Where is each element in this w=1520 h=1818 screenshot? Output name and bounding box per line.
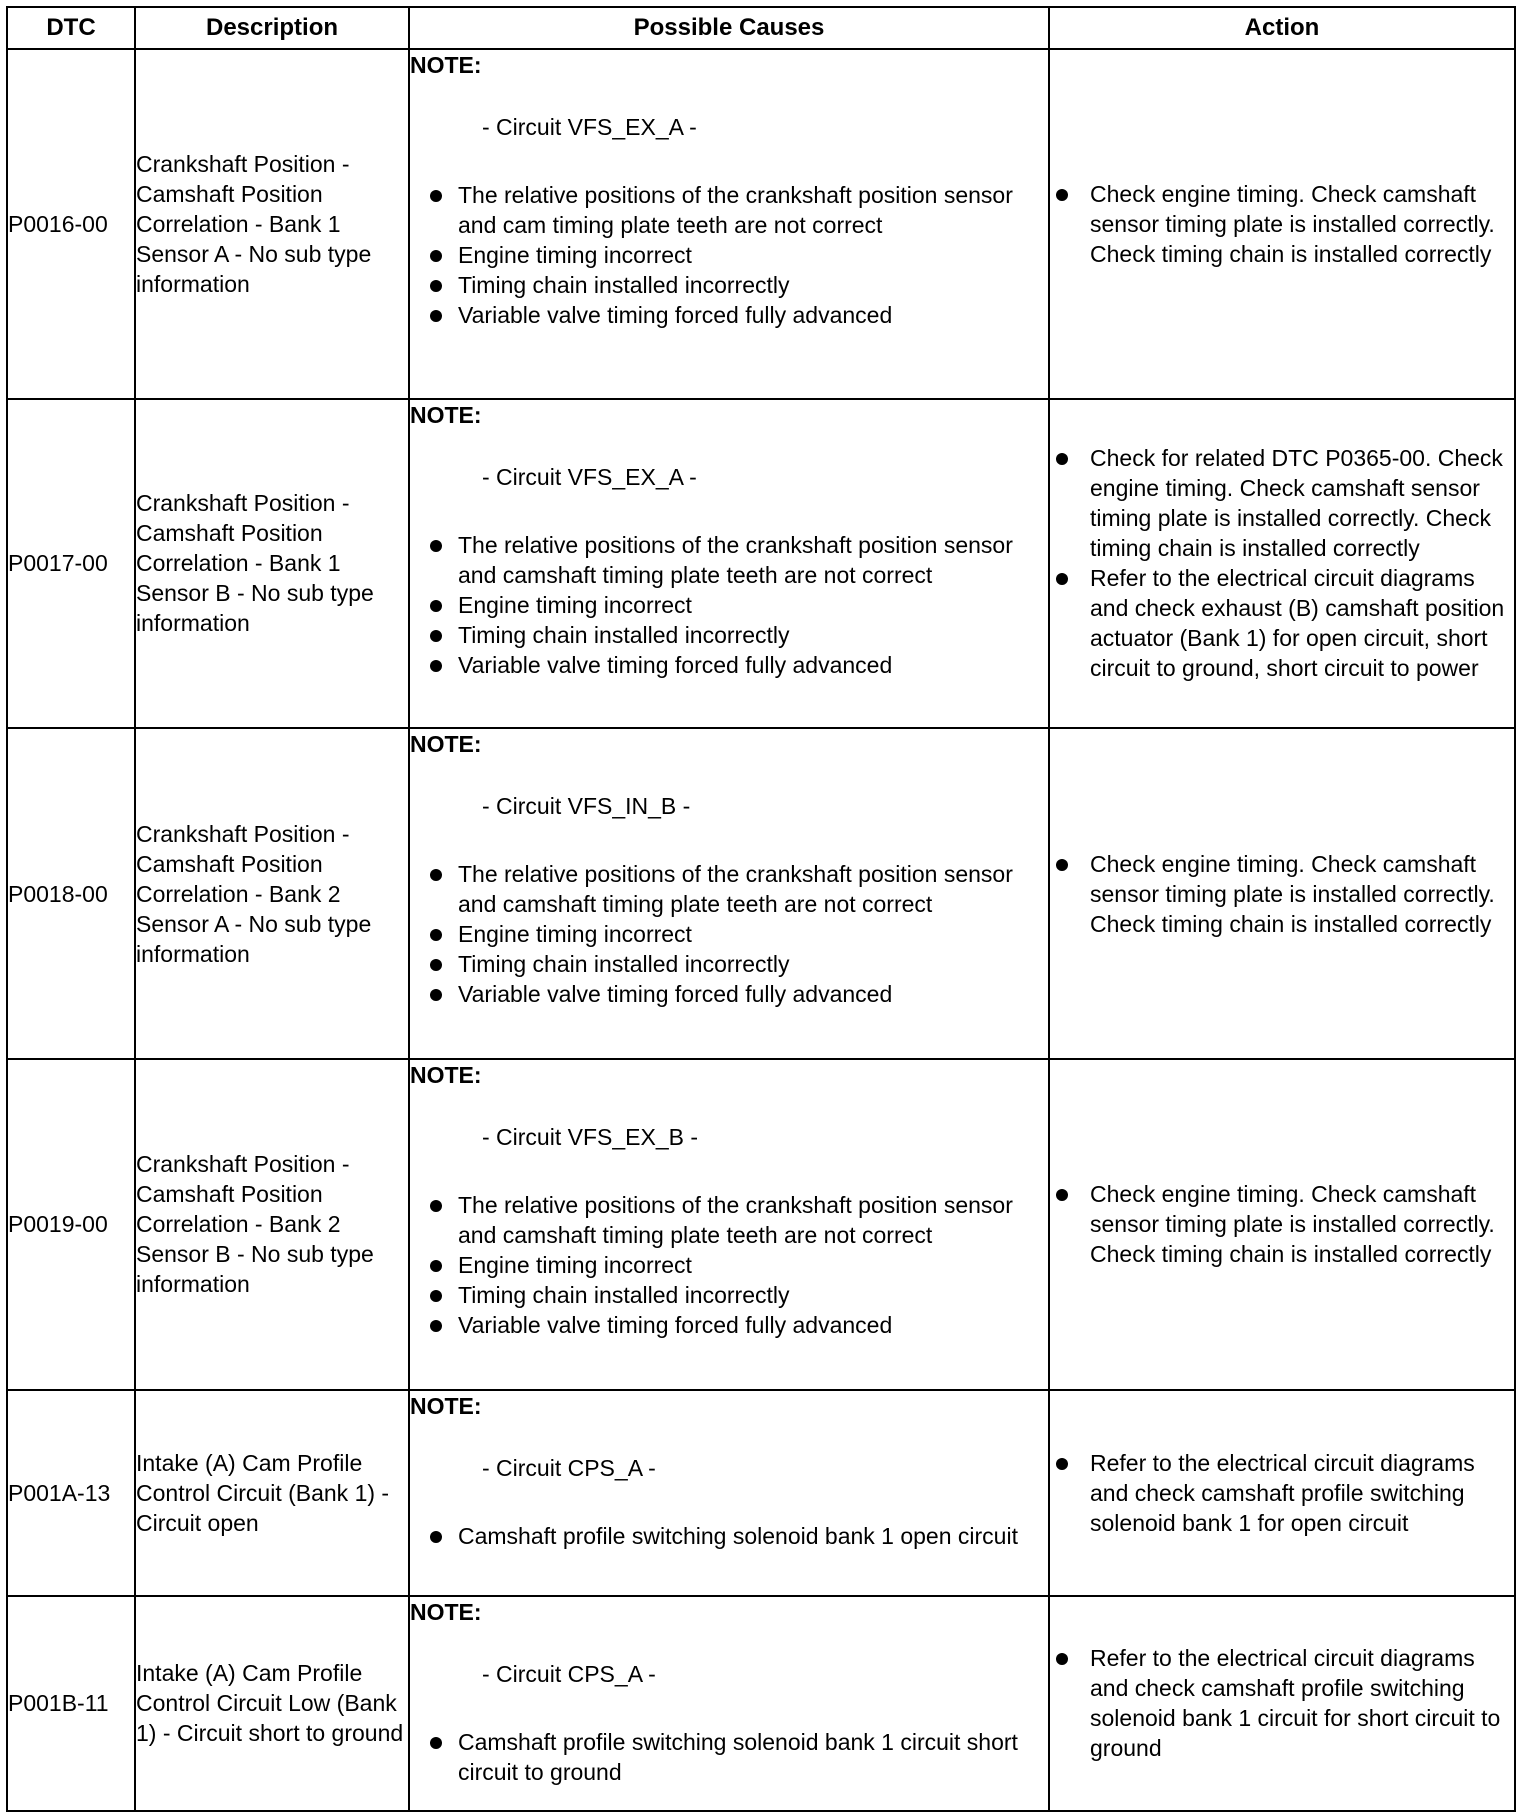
cause-item: Camshaft profile switching solenoid bank 1 open circuit	[410, 1521, 1048, 1551]
cause-item: Camshaft profile switching solenoid bank 1 circuit short circuit to ground	[410, 1727, 1048, 1787]
dtc-description: Crankshaft Position - Camshaft Position Correlation - Bank 1 Sensor B - No sub type information	[135, 399, 409, 729]
action-cell	[1049, 49, 1515, 399]
actions-list	[1050, 849, 1514, 939]
dtc-code: P0016-00	[7, 49, 135, 399]
table-row	[7, 728, 1515, 1059]
cause-item: Timing chain installed incorrectly	[410, 1280, 1048, 1310]
causes-list	[410, 180, 1048, 330]
table-row	[7, 399, 1515, 729]
note-label: NOTE:	[410, 1598, 482, 1625]
cause-item: Engine timing incorrect	[410, 240, 1048, 270]
causes-list	[410, 1727, 1048, 1787]
header-possible-causes: Possible Causes	[409, 7, 1049, 49]
cause-item: Timing chain installed incorrectly	[410, 620, 1048, 650]
table-row	[7, 1390, 1515, 1596]
dtc-description: Crankshaft Position - Camshaft Position Correlation - Bank 1 Sensor A - No sub type information	[135, 49, 409, 399]
note-label: NOTE:	[410, 731, 482, 758]
header-action: Action	[1049, 7, 1515, 49]
cause-item: Variable valve timing forced fully advanced	[410, 300, 1048, 330]
header-description: Description	[135, 7, 409, 49]
dtc-code: P0017-00	[7, 399, 135, 729]
possible-causes-cell	[409, 399, 1049, 729]
cause-item: Engine timing incorrect	[410, 1250, 1048, 1280]
header-row	[7, 7, 1515, 49]
actions-list	[1050, 1643, 1514, 1763]
cause-item: Timing chain installed incorrectly	[410, 270, 1048, 300]
cause-item: Variable valve timing forced fully advanced	[410, 650, 1048, 680]
causes-list	[410, 1521, 1048, 1551]
dtc-description: Intake (A) Cam Profile Control Circuit (Bank 1) - Circuit open	[135, 1390, 409, 1596]
action-item: Refer to the electrical circuit diagrams and check exhaust (B) camshaft position actuator (Bank 1) for open circuit, short circuit to ground, short circuit to power	[1050, 563, 1514, 683]
note-label: NOTE:	[410, 52, 482, 78]
dtc-code: P0019-00	[7, 1059, 135, 1390]
action-item: Check engine timing. Check camshaft sensor timing plate is installed correctly. Check timing chain is installed correctly	[1050, 1179, 1514, 1269]
actions-list	[1050, 1179, 1514, 1269]
circuit-label: - Circuit VFS_IN_B -	[482, 793, 691, 820]
dtc-description: Intake (A) Cam Profile Control Circuit Low (Bank 1) - Circuit short to ground	[135, 1596, 409, 1811]
cause-item: The relative positions of the crankshaft position sensor and cam timing plate teeth are not correct	[410, 180, 1048, 240]
possible-causes-cell	[409, 49, 1049, 399]
cause-item: Engine timing incorrect	[410, 590, 1048, 620]
circuit-label: - Circuit VFS_EX_B -	[482, 1123, 698, 1150]
action-item: Refer to the electrical circuit diagrams and check camshaft profile switching solenoid bank 1 for open circuit	[1050, 1448, 1514, 1538]
dtc-code: P001A-13	[7, 1390, 135, 1596]
note-label: NOTE:	[410, 401, 482, 428]
note-label: NOTE:	[410, 1061, 482, 1088]
cause-item: The relative positions of the crankshaft position sensor and camshaft timing plate teeth are not correct	[410, 859, 1048, 919]
table-body	[7, 49, 1515, 1811]
causes-list	[410, 1190, 1048, 1340]
causes-list	[410, 530, 1048, 680]
actions-list	[1050, 443, 1514, 683]
action-cell	[1049, 728, 1515, 1059]
cause-item: The relative positions of the crankshaft position sensor and camshaft timing plate teeth are not correct	[410, 1190, 1048, 1250]
circuit-label: - Circuit CPS_A -	[482, 1660, 656, 1687]
table-row	[7, 1596, 1515, 1811]
causes-list	[410, 859, 1048, 1009]
dtc-description: Crankshaft Position - Camshaft Position Correlation - Bank 2 Sensor B - No sub type information	[135, 1059, 409, 1390]
cause-item: The relative positions of the crankshaft position sensor and camshaft timing plate teeth are not correct	[410, 530, 1048, 590]
cause-item: Engine timing incorrect	[410, 919, 1048, 949]
dtc-description: Crankshaft Position - Camshaft Position Correlation - Bank 2 Sensor A - No sub type information	[135, 728, 409, 1059]
note-label: NOTE:	[410, 1392, 482, 1419]
dtc-code: P001B-11	[7, 1596, 135, 1811]
possible-causes-cell	[409, 1059, 1049, 1390]
action-cell	[1049, 1596, 1515, 1811]
dtc-table	[6, 6, 1516, 1812]
actions-list	[1050, 179, 1514, 269]
action-item: Refer to the electrical circuit diagrams and check camshaft profile switching solenoid bank 1 circuit for short circuit to ground	[1050, 1643, 1514, 1763]
possible-causes-cell	[409, 728, 1049, 1059]
action-cell	[1049, 1390, 1515, 1596]
cause-item: Timing chain installed incorrectly	[410, 949, 1048, 979]
action-cell	[1049, 399, 1515, 729]
circuit-label: - Circuit VFS_EX_A -	[482, 114, 697, 140]
table-row	[7, 1059, 1515, 1390]
action-item: Check for related DTC P0365-00. Check engine timing. Check camshaft sensor timing plate is installed correctly. Check timing chain is installed correctly	[1050, 443, 1514, 563]
table-row	[7, 49, 1515, 399]
action-item: Check engine timing. Check camshaft sensor timing plate is installed correctly. Check timing chain is installed correctly	[1050, 849, 1514, 939]
action-item: Check engine timing. Check camshaft sensor timing plate is installed correctly. Check timing chain is installed correctly	[1050, 179, 1514, 269]
action-cell	[1049, 1059, 1515, 1390]
possible-causes-cell	[409, 1390, 1049, 1596]
possible-causes-cell	[409, 1596, 1049, 1811]
dtc-code: P0018-00	[7, 728, 135, 1059]
header-dtc: DTC	[7, 7, 135, 49]
circuit-label: - Circuit VFS_EX_A -	[482, 463, 697, 490]
cause-item: Variable valve timing forced fully advanced	[410, 979, 1048, 1009]
circuit-label: - Circuit CPS_A -	[482, 1454, 656, 1481]
cause-item: Variable valve timing forced fully advanced	[410, 1310, 1048, 1340]
actions-list	[1050, 1448, 1514, 1538]
